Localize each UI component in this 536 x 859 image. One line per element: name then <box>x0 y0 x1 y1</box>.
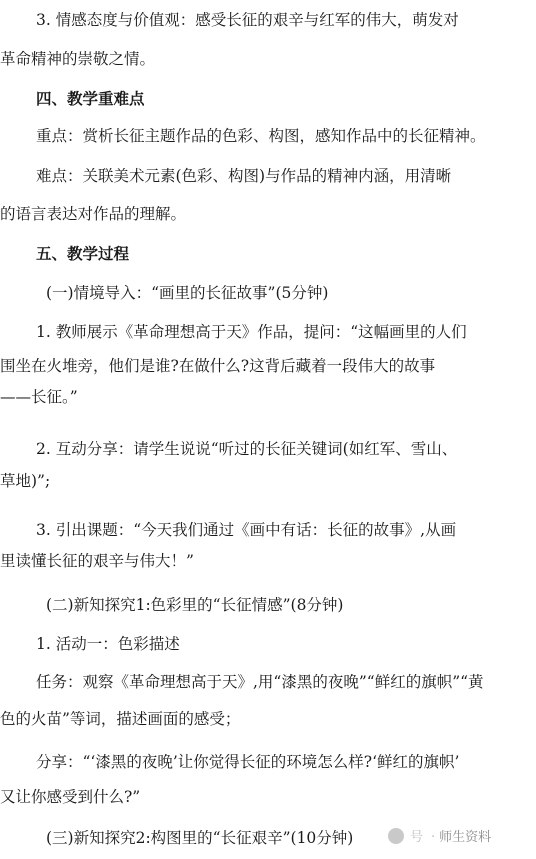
watermark-source: 师生资料 <box>439 830 492 845</box>
key-point-line: 重点：赏析长征主题作品的色彩、构图，感知作品中的长征精神。 <box>36 127 486 145</box>
step-1-item-3-line-1: 3. 引出课题：“今天我们通过《画中有话：长征的故事》,从画 <box>36 521 457 539</box>
step-1-item-3-line-2: 里读懂长征的艰辛与伟大！” <box>0 552 194 570</box>
watermark <box>388 826 491 850</box>
difficulty-line-2: 的语言表达对作品的理解。 <box>0 205 187 223</box>
step-1-item-2-line-1: 2. 互动分享：请学生说说“听过的长征关键词(如红军、雪山、 <box>36 440 458 458</box>
watermark-mid: 号 <box>410 830 424 845</box>
task-line-1: 任务：观察《革命理想高于天》,用“漆黑的夜晚”“鲜红的旗帜”“黄 <box>36 673 484 691</box>
share-line-2: 又让你感受到什么?” <box>0 788 141 806</box>
step-1-item-1-line-2: 围坐在火堆旁，他们是谁?在做什么?这背后藏着一段伟大的故事 <box>0 357 436 375</box>
account-logo-icon <box>388 828 404 844</box>
difficulty-line-1: 难点：关联美术元素(色彩、构图)与作品的精神内涵，用清晰 <box>36 167 452 185</box>
step-3-heading: (三)新知探究2:构图里的“长征艰辛”(10分钟) <box>46 829 354 847</box>
watermark-separator: · <box>431 830 436 845</box>
step-2-heading: (二)新知探究1:色彩里的“长征情感”(8分钟) <box>46 596 344 614</box>
objective-3-line-2: 革命精神的崇敬之情。 <box>0 50 156 68</box>
activity-1-title: 1. 活动一：色彩描述 <box>36 635 180 653</box>
objective-3-line-1: 3. 情感态度与价值观：感受长征的艰辛与红军的伟大，萌发对 <box>36 11 459 29</box>
step-1-item-1-line-3: ——长征。” <box>0 388 78 406</box>
step-1-heading: (一)情境导入：“画里的长征故事”(5分钟) <box>46 284 329 302</box>
step-1-item-2-line-2: 草地)”; <box>0 472 51 490</box>
step-1-item-1-line-1: 1. 教师展示《革命理想高于天》作品，提问：“这幅画里的人们 <box>36 323 467 341</box>
share-line-1: 分享：“‘漆黑的夜晚’让你觉得长征的环境怎么样?‘鲜红的旗帜’ <box>36 753 460 771</box>
section-heading-4: 四、教学重难点 <box>36 89 145 108</box>
task-line-2: 色的火苗”等词，描述画面的感受； <box>0 710 241 728</box>
section-heading-5: 五、教学过程 <box>36 244 130 263</box>
